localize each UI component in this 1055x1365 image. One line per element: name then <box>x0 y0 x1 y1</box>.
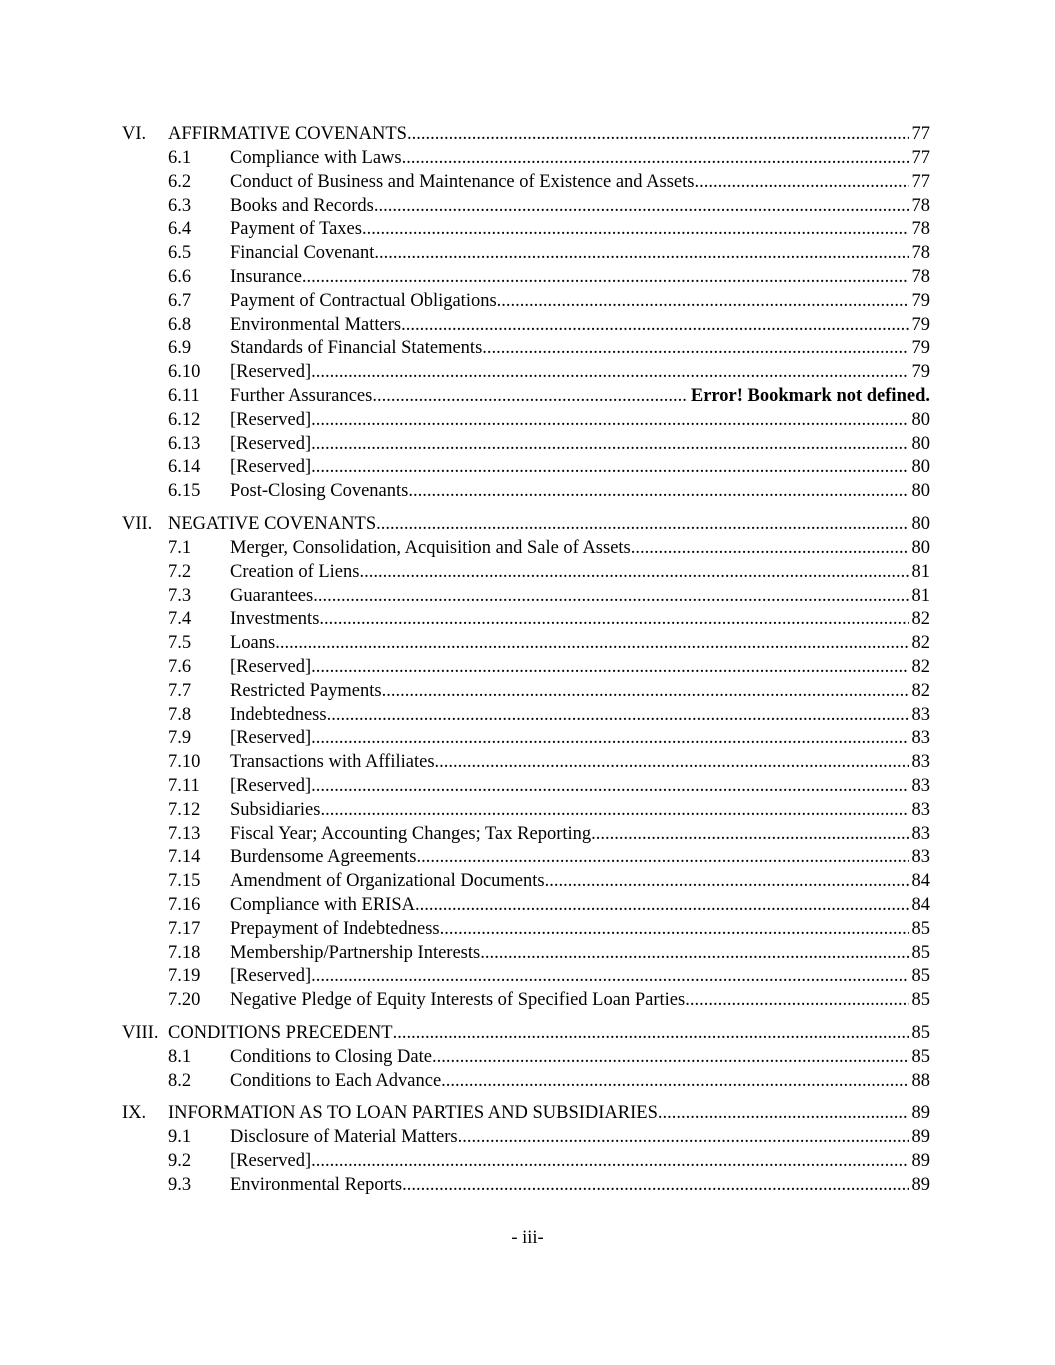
entry-page-number: 80 <box>911 457 930 478</box>
toc-subsection-entry <box>122 608 930 632</box>
dot-leader <box>311 456 908 480</box>
entry-line <box>230 561 930 585</box>
entry-page-number: 83 <box>911 704 930 725</box>
dot-leader <box>327 704 909 728</box>
toc-subsection-entry <box>122 965 930 989</box>
entry-title: Payment of Contractual Obligations <box>230 290 497 314</box>
entry-page-number: 80 <box>911 409 930 430</box>
entry-number: 6.2 <box>168 171 192 192</box>
dot-leader <box>362 218 909 242</box>
entry-line <box>230 608 930 632</box>
entry-number: 8.1 <box>168 1046 192 1067</box>
entry-line <box>230 385 930 409</box>
entry-number: 6.7 <box>168 290 192 311</box>
entry-number: 7.3 <box>168 585 192 606</box>
toc-subsection-entry <box>122 1046 930 1070</box>
entry-page-number: 77 <box>911 148 930 168</box>
toc-subsection-entry <box>122 751 930 775</box>
entry-number: 6.10 <box>168 362 201 383</box>
entry-number: 7.4 <box>168 609 192 630</box>
entry-number: 6.8 <box>168 314 192 335</box>
toc-subsection-entry <box>122 680 930 704</box>
entry-line <box>168 1102 930 1126</box>
dot-leader <box>417 846 909 870</box>
entry-page-number: 83 <box>911 823 930 844</box>
toc-subsection-entry <box>122 242 930 266</box>
dot-leader <box>658 1102 909 1126</box>
dot-leader <box>591 823 908 847</box>
entry-title: Compliance with ERISA <box>230 894 415 918</box>
toc-subsection-entry <box>122 433 930 457</box>
entry-title: Restricted Payments <box>230 680 382 704</box>
entry-line <box>230 171 930 195</box>
entry-line <box>230 656 930 680</box>
toc-subsection-entry <box>122 409 930 433</box>
entry-page-number: 89 <box>911 1151 930 1172</box>
entry-page-number: 82 <box>911 680 930 701</box>
entry-page-number: 78 <box>911 195 930 216</box>
dot-leader <box>545 870 909 894</box>
entry-page-number: 88 <box>911 1070 930 1091</box>
entry-line <box>230 965 930 989</box>
entry-page-number: 78 <box>911 266 930 287</box>
entry-page-number: 85 <box>911 1022 930 1043</box>
toc-subsection-entry <box>122 1150 930 1174</box>
toc-subsection-entry <box>122 632 930 656</box>
entry-title: Subsidiaries <box>230 799 320 823</box>
toc-subsection-entry <box>122 918 930 942</box>
entry-number: 7.19 <box>168 966 201 987</box>
entry-line <box>230 775 930 799</box>
dot-leader <box>432 1046 909 1070</box>
entry-line <box>168 123 930 147</box>
entry-page-number: 77 <box>911 124 930 144</box>
entry-line <box>230 823 930 847</box>
dot-leader <box>408 480 908 504</box>
entry-line <box>168 513 930 537</box>
entry-title: Conditions to Closing Date <box>230 1046 432 1070</box>
entry-number: 7.9 <box>168 728 192 749</box>
entry-line <box>230 846 930 870</box>
dot-leader <box>402 147 909 171</box>
toc-subsection-entry <box>122 1126 930 1150</box>
toc-subsection-entry <box>122 799 930 823</box>
toc-subsection-entry <box>122 537 930 561</box>
entry-page-number: 85 <box>911 1046 930 1067</box>
entry-title: Membership/Partnership Interests <box>230 942 480 966</box>
entry-page-number: 82 <box>911 609 930 630</box>
entry-page-number: 89 <box>911 1175 930 1196</box>
dot-leader <box>435 751 909 775</box>
entry-number: 6.5 <box>168 243 192 264</box>
entry-number: 6.13 <box>168 433 201 454</box>
entry-page-number: 85 <box>911 942 930 963</box>
toc-subsection-entry <box>122 456 930 480</box>
toc-subsection-entry <box>122 314 930 338</box>
entry-page-number: 79 <box>911 290 930 311</box>
entry-number: 8.2 <box>168 1070 192 1091</box>
entry-page-number: 89 <box>911 1127 930 1148</box>
dot-leader <box>275 632 908 656</box>
entry-title: AFFIRMATIVE COVENANTS <box>168 123 407 147</box>
dot-leader <box>415 894 909 918</box>
entry-title: Burdensome Agreements <box>230 846 417 870</box>
entry-title: Guarantees <box>230 585 313 609</box>
entry-line <box>230 870 930 894</box>
entry-line <box>230 314 930 338</box>
dot-leader <box>311 433 908 457</box>
entry-line <box>230 751 930 775</box>
entry-page-number: 81 <box>911 585 930 606</box>
entry-title: Investments <box>230 608 319 632</box>
dot-leader <box>393 1022 909 1046</box>
entry-line <box>230 1046 930 1070</box>
toc-subsection-entry <box>122 337 930 361</box>
entry-number: 7.16 <box>168 894 201 915</box>
toc-subsection-entry <box>122 775 930 799</box>
toc-subsection-entry <box>122 942 930 966</box>
entry-title: [Reserved] <box>230 433 311 457</box>
entry-title: Transactions with Affiliates <box>230 751 435 775</box>
dot-leader <box>311 409 908 433</box>
entry-number: 7.13 <box>168 823 201 844</box>
entry-title: Conditions to Each Advance <box>230 1070 441 1094</box>
dot-leader <box>407 123 909 147</box>
entry-line <box>230 1070 930 1094</box>
toc-subsection-entry <box>122 171 930 195</box>
toc-section-entry <box>122 513 930 537</box>
dot-leader <box>374 242 908 266</box>
entry-title: CONDITIONS PRECEDENT <box>168 1022 393 1046</box>
entry-number: 7.6 <box>168 656 192 677</box>
entry-number: 7.11 <box>168 775 200 796</box>
dot-leader <box>359 561 908 585</box>
entry-title: Conduct of Business and Maintenance of Existence and Assets <box>230 171 694 195</box>
entry-title: [Reserved] <box>230 361 311 385</box>
entry-title: [Reserved] <box>230 965 311 989</box>
entry-page-number: 80 <box>911 433 930 454</box>
toc-subsection-entry <box>122 361 930 385</box>
toc-subsection-entry <box>122 846 930 870</box>
entry-title: Amendment of Organizational Documents <box>230 870 545 894</box>
entry-title: [Reserved] <box>230 1150 311 1174</box>
entry-number: 7.15 <box>168 871 201 892</box>
entry-number: 7.14 <box>168 847 201 868</box>
entry-line <box>230 1126 930 1150</box>
toc-subsection-entry <box>122 1174 930 1198</box>
entry-page-number: 78 <box>911 243 930 264</box>
toc-subsection-entry <box>122 218 930 242</box>
entry-title: Compliance with Laws <box>230 147 402 171</box>
entry-title: Fiscal Year; Accounting Changes; Tax Reporting <box>230 823 591 847</box>
entry-page-number: 78 <box>911 219 930 240</box>
dot-leader <box>374 195 909 219</box>
toc-subsection-entry <box>122 385 930 409</box>
entry-number: VI. <box>122 124 147 144</box>
entry-number: 7.10 <box>168 752 201 773</box>
entry-page-number: 83 <box>911 775 930 796</box>
entry-page-number: 79 <box>911 362 930 383</box>
entry-page-number: 77 <box>911 171 930 192</box>
entry-title: [Reserved] <box>230 456 311 480</box>
entry-line <box>230 942 930 966</box>
entry-line <box>230 337 930 361</box>
toc-subsection-entry <box>122 147 930 171</box>
entry-page-number: 82 <box>911 656 930 677</box>
entry-line <box>230 290 930 314</box>
entry-line <box>230 537 930 561</box>
dot-leader <box>302 266 909 290</box>
entry-title: [Reserved] <box>230 656 311 680</box>
entry-line <box>230 585 930 609</box>
entry-page-number: 83 <box>911 847 930 868</box>
toc-section-entry <box>122 1102 930 1126</box>
dot-leader <box>401 314 908 338</box>
entry-title: Negative Pledge of Equity Interests of Specified Loan Parties <box>230 989 685 1013</box>
dot-leader <box>320 799 908 823</box>
entry-page-number: 83 <box>911 752 930 773</box>
entry-number: 9.1 <box>168 1127 192 1148</box>
entry-title: Books and Records <box>230 195 374 219</box>
entry-page-number: 82 <box>911 633 930 654</box>
entry-line <box>230 480 930 504</box>
entry-page-number: 81 <box>911 561 930 582</box>
entry-line <box>230 195 930 219</box>
dot-leader <box>440 918 909 942</box>
entry-title: Standards of Financial Statements <box>230 337 482 361</box>
entry-page-number: 83 <box>911 728 930 749</box>
entry-number: 7.7 <box>168 680 192 701</box>
entry-number: VII. <box>122 513 153 534</box>
entry-number: 6.11 <box>168 385 200 406</box>
entry-page-number: 85 <box>911 990 930 1011</box>
entry-line <box>230 680 930 704</box>
toc-subsection-entry <box>122 1070 930 1094</box>
toc-subsection-entry <box>122 704 930 728</box>
toc-subsection-entry <box>122 894 930 918</box>
dot-leader <box>311 1150 908 1174</box>
dot-leader <box>313 585 908 609</box>
entry-line <box>230 242 930 266</box>
page-number: - iii- <box>511 1228 544 1248</box>
entry-number: 6.4 <box>168 219 192 240</box>
entry-title: Merger, Consolidation, Acquisition and Sale of Assets <box>230 537 631 561</box>
entry-page-number: 83 <box>911 799 930 820</box>
entry-line <box>230 727 930 751</box>
dot-leader <box>319 608 908 632</box>
entry-title: [Reserved] <box>230 727 311 751</box>
entry-line <box>230 218 930 242</box>
entry-line <box>230 361 930 385</box>
entry-number: 6.12 <box>168 409 201 430</box>
toc-subsection-entry <box>122 585 930 609</box>
entry-title: [Reserved] <box>230 409 311 433</box>
entry-title: [Reserved] <box>230 775 311 799</box>
dot-leader <box>482 337 908 361</box>
entry-number: 7.20 <box>168 990 201 1011</box>
dot-leader <box>311 775 908 799</box>
dot-leader <box>376 513 908 537</box>
toc-section-entry <box>122 1022 930 1046</box>
entry-line <box>168 1022 930 1046</box>
entry-title: Post-Closing Covenants <box>230 480 408 504</box>
toc-subsection-entry <box>122 290 930 314</box>
entry-title: Further Assurances <box>230 385 372 409</box>
dot-leader <box>631 537 909 561</box>
dot-leader <box>497 290 909 314</box>
dot-leader <box>311 727 908 751</box>
entry-line <box>230 1150 930 1174</box>
entry-number: 7.5 <box>168 633 192 654</box>
entry-number: 7.2 <box>168 561 192 582</box>
entry-title: NEGATIVE COVENANTS <box>168 513 376 537</box>
entry-page-number: 84 <box>911 871 930 892</box>
toc-subsection-entry <box>122 266 930 290</box>
entry-page-number: 80 <box>911 481 930 502</box>
toc-subsection-entry <box>122 561 930 585</box>
entry-title: Creation of Liens <box>230 561 359 585</box>
toc-subsection-entry <box>122 823 930 847</box>
entry-page-number: 89 <box>911 1103 930 1124</box>
entry-line <box>230 632 930 656</box>
entry-page-number: 84 <box>911 894 930 915</box>
dot-leader <box>372 385 688 409</box>
entry-number: 7.8 <box>168 704 192 725</box>
entry-title: Insurance <box>230 266 302 290</box>
toc-subsection-entry <box>122 727 930 751</box>
entry-line <box>230 433 930 457</box>
toc-subsection-entry <box>122 989 930 1013</box>
entry-number: 9.2 <box>168 1151 192 1172</box>
entry-line <box>230 989 930 1013</box>
entry-number: 6.1 <box>168 148 192 168</box>
dot-leader <box>311 965 908 989</box>
entry-title: Disclosure of Material Matters <box>230 1126 458 1150</box>
dot-leader <box>694 171 908 195</box>
entry-line <box>230 409 930 433</box>
entry-title: Loans <box>230 632 275 656</box>
dot-leader <box>311 656 908 680</box>
entry-number: 6.9 <box>168 338 192 359</box>
entry-page-number: 85 <box>911 918 930 939</box>
entry-line <box>230 799 930 823</box>
entry-number: 6.14 <box>168 457 201 478</box>
entry-title: Prepayment of Indebtedness <box>230 918 440 942</box>
entry-number: VIII. <box>122 1022 159 1043</box>
entry-page-number: 80 <box>911 513 930 534</box>
entry-line <box>230 1174 930 1198</box>
dot-leader <box>402 1174 908 1198</box>
entry-title: Financial Covenant <box>230 242 374 266</box>
dot-leader <box>382 680 909 704</box>
entry-number: 6.3 <box>168 195 192 216</box>
entry-line <box>230 918 930 942</box>
dot-leader <box>311 361 908 385</box>
entry-title: Environmental Reports <box>230 1174 402 1198</box>
entry-title: Environmental Matters <box>230 314 401 338</box>
toc-subsection-entry <box>122 656 930 680</box>
entry-number: 9.3 <box>168 1175 192 1196</box>
entry-title: INFORMATION AS TO LOAN PARTIES AND SUBSIDIARIES <box>168 1102 658 1126</box>
entry-line <box>230 704 930 728</box>
entry-line <box>230 147 930 171</box>
entry-number: 7.1 <box>168 537 192 558</box>
toc-subsection-entry <box>122 870 930 894</box>
entry-line <box>230 456 930 480</box>
dot-leader <box>441 1070 908 1094</box>
dot-leader <box>685 989 908 1013</box>
toc-subsection-entry <box>122 480 930 504</box>
entry-title: Indebtedness <box>230 704 327 728</box>
dot-leader <box>480 942 908 966</box>
entry-number: 7.12 <box>168 799 201 820</box>
entry-number: 6.15 <box>168 481 201 502</box>
entry-page-number: 79 <box>911 338 930 359</box>
entry-number: 7.17 <box>168 918 201 939</box>
entry-line <box>230 266 930 290</box>
entry-number: IX. <box>122 1103 147 1124</box>
entry-number: 7.18 <box>168 942 201 963</box>
toc-section-entry <box>122 123 930 147</box>
entry-page-number: 79 <box>911 314 930 335</box>
entry-line <box>230 894 930 918</box>
dot-leader <box>458 1126 909 1150</box>
entry-page-number: 85 <box>911 966 930 987</box>
toc-subsection-entry <box>122 195 930 219</box>
table-of-contents <box>122 123 930 1198</box>
entry-title: Payment of Taxes <box>230 218 362 242</box>
entry-number: 6.6 <box>168 266 192 287</box>
entry-page-number: Error! Bookmark not defined. <box>690 385 930 406</box>
entry-page-number: 80 <box>911 537 930 558</box>
